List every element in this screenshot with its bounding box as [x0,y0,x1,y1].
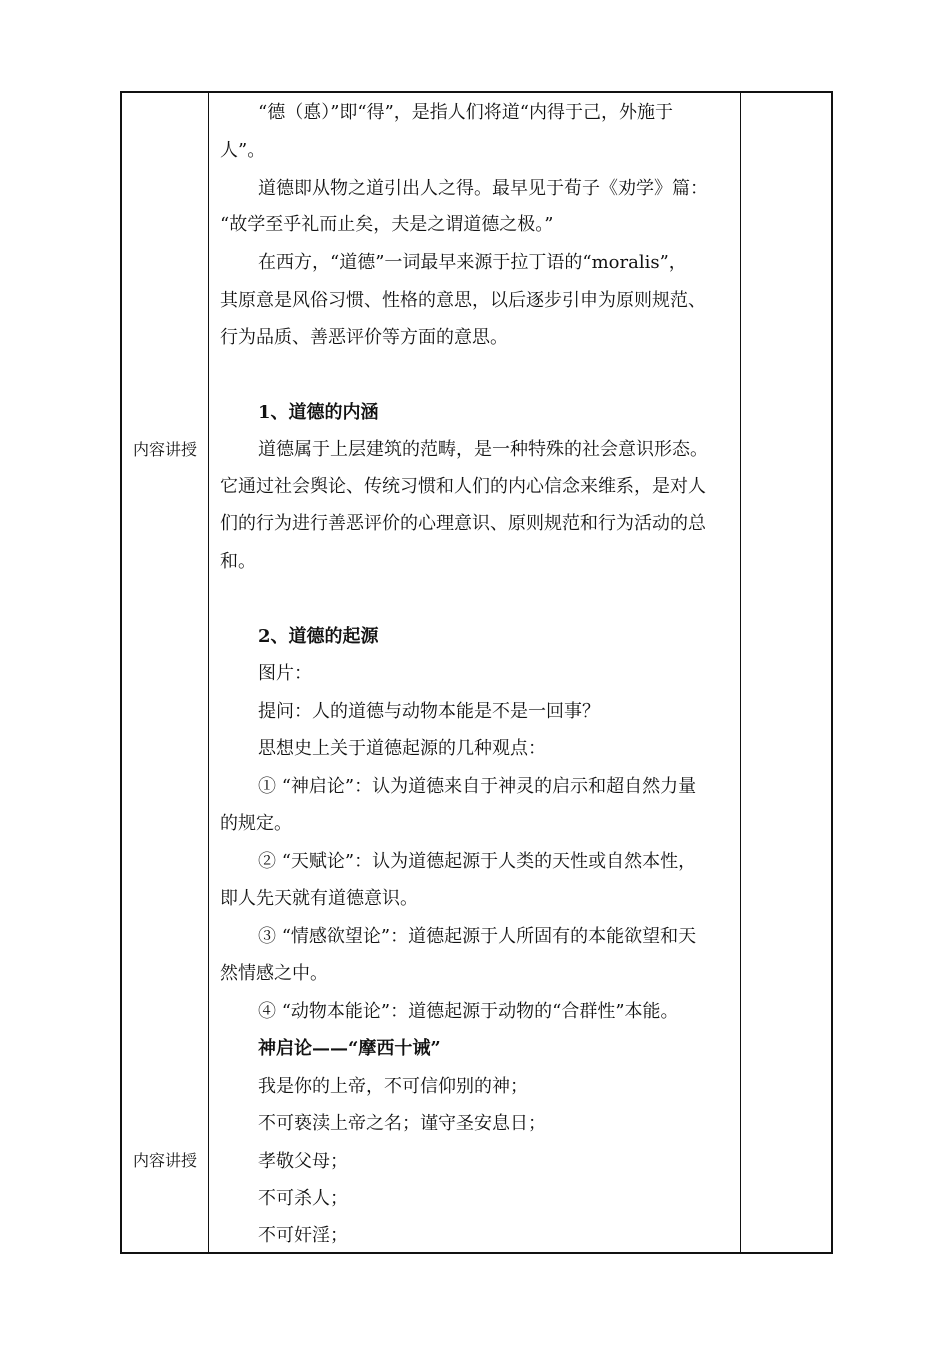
section-heading: 2、道德的起源 [258,626,379,647]
paragraph-line: 其原意是风俗习惯、性格的意思，以后逐步引申为原则规范、 [220,290,706,311]
paragraph-line: 然情感之中。 [220,963,328,984]
paragraph-line: 图片： [258,663,312,684]
commandment-line: 我是你的上帝，不可信仰别的神； [258,1076,528,1097]
paragraph-line: 在西方，“道德”一词最早来源于拉丁语的“moralis”， [258,252,687,273]
paragraph-line: 即人先天就有道德意识。 [220,888,418,909]
paragraph-line: “德（悳）”即“得”，是指人们将道“内得于己，外施于 [258,102,674,123]
section-heading: 1、道德的内涵 [258,402,379,423]
list-item: ④ “动物本能论”：道德起源于动物的“合群性”本能。 [258,1001,679,1022]
commandment-line: 不可奸淫； [258,1225,348,1246]
paragraph-line: 和。 [220,551,256,572]
paragraph-line: 道德即从物之道引出人之得。最早见于荀子《劝学》篇： [258,178,708,199]
paragraph-line: “故学至乎礼而止矣，夫是之谓道德之极。” [220,214,554,235]
paragraph-line: 们的行为进行善恶评价的心理意识、原则规范和行为活动的总 [220,513,706,534]
commandment-line: 不可杀人； [258,1188,348,1209]
column-divider-right [740,93,741,1252]
list-item: ① “神启论”：认为道德来自于神灵的启示和超自然力量 [258,776,697,797]
paragraph-line: 道德属于上层建筑的范畴，是一种特殊的社会意识形态。 [258,439,708,460]
list-item: ② “天赋论”：认为道德起源于人类的天性或自然本性， [258,851,697,872]
paragraph-line: 提问：人的道德与动物本能是不是一回事？ [258,701,600,722]
paragraph-line: 思想史上关于道德起源的几种观点： [258,738,546,759]
commandment-line: 孝敬父母； [258,1151,348,1172]
side-label-content-teaching: 内容讲授 [132,1151,197,1170]
paragraph-line: 行为品质、善恶评价等方面的意思。 [220,327,508,348]
list-item: ③ “情感欲望论”：道德起源于人所固有的本能欲望和天 [258,926,697,947]
paragraph-line: 人”。 [220,140,266,161]
lesson-table [120,91,833,1254]
paragraph-line: 的规定。 [220,813,292,834]
side-label-content-teaching: 内容讲授 [132,440,197,459]
commandment-line: 不可亵渎上帝之名；谨守圣安息日； [258,1113,546,1134]
sub-heading: 神启论——“摩西十诫” [258,1038,441,1059]
paragraph-line: 它通过社会舆论、传统习惯和人们的内心信念来维系，是对人 [220,476,706,497]
column-divider-left [208,93,209,1252]
